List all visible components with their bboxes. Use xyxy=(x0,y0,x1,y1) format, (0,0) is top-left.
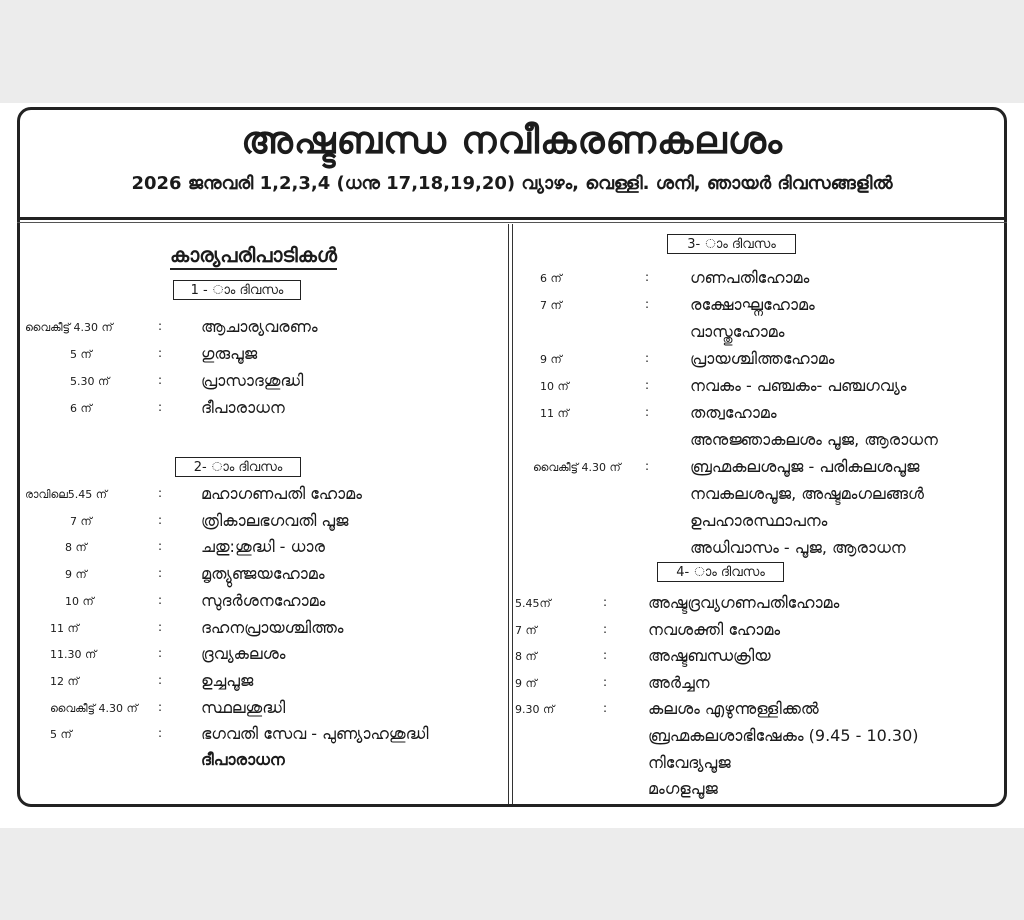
event-name: വാസ്തുഹോമം xyxy=(690,322,785,341)
event-name: സ്ഥലശുദ്ധി xyxy=(201,697,286,717)
event-name: ബ്രഹ്മകലശാഭിഷേകം (9.45 - 10.30) xyxy=(648,726,919,745)
event-name: കലശം എഴുന്നുള്ളിക്കൽ xyxy=(648,699,819,719)
separator: : xyxy=(158,672,163,687)
page-subtitle: 2026 ജനുവരി 1,2,3,4 (ധനു 17,18,19,20) വ്യാഴം, വെള്ളി. ശനി, ഞായർ ദിവസങ്ങളിൽ xyxy=(131,173,893,194)
event-name: ദീപാരാധന xyxy=(201,398,285,417)
event-time: രാവിലെ5.45 ന് xyxy=(25,488,107,501)
event-name: നവശക്തി ഹോമം xyxy=(648,619,781,639)
header-divider-thin xyxy=(17,222,1007,223)
event-name: നവകം - പഞ്ചകം- പഞ്ചഗവ്യം xyxy=(690,376,907,395)
event-name: ഉച്ചപൂജ xyxy=(201,670,254,690)
separator: : xyxy=(158,373,163,387)
event-time: 5.45ന് xyxy=(515,597,551,610)
event-name: മംഗളപൂജ xyxy=(648,779,718,799)
separator: : xyxy=(158,512,163,527)
event-name: ഭഗവതി സേവ - പുണ്യാഹശുദ്ധി xyxy=(201,724,429,744)
event-time: 9 ന് xyxy=(65,568,87,582)
event-name: പ്രാസാദശുദ്ധി xyxy=(201,371,304,390)
event-name: ദ്രവ്യകലശം xyxy=(201,644,286,664)
event-time: 8 ന് xyxy=(515,650,537,664)
day4-label: 4- ാം ദിവസം xyxy=(657,562,784,582)
separator: : xyxy=(158,699,163,714)
event-time: 9 ന് xyxy=(540,353,562,366)
separator: : xyxy=(645,378,650,392)
event-time: 11 ന് xyxy=(540,407,569,420)
event-name: ഉപഹാരസ്ഥാപനം xyxy=(690,511,828,530)
separator: : xyxy=(158,346,163,360)
separator: : xyxy=(158,486,163,500)
event-name: അനുജ്ഞാകലശം പൂജ, ആരാധന xyxy=(690,430,938,449)
separator: : xyxy=(158,726,163,741)
event-name: അഷ്ടബന്ധക്രിയ xyxy=(648,646,771,666)
event-time: 8 ന് xyxy=(65,541,87,555)
separator: : xyxy=(603,621,608,636)
event-time: 10 ന് xyxy=(540,380,569,393)
event-time: 6 ന് xyxy=(70,402,92,415)
event-name: ഗണപതിഹോമം xyxy=(690,268,810,287)
event-name: രക്ഷോഘ്നഹോമം xyxy=(690,295,815,314)
event-name: മഹാഗണപതി ഹോമം xyxy=(201,484,362,503)
event-time: 11 ന് xyxy=(50,621,79,635)
separator: : xyxy=(158,619,163,634)
event-name: ചതു:ശുദ്ധി - ധാര xyxy=(201,537,325,557)
programme-heading: കാര്യപരിപാടികൾ xyxy=(170,243,337,270)
event-time: 7 ന് xyxy=(70,514,92,528)
notice-sheet xyxy=(0,103,1024,828)
separator: : xyxy=(645,270,650,284)
day1-label: 1 - ാം ദിവസം xyxy=(173,280,301,300)
event-time: 12 ന് xyxy=(50,674,79,688)
separator: : xyxy=(603,595,608,609)
event-name: നിവേദ്യപൂജ xyxy=(648,752,731,772)
event-name: ദഹനപ്രായശ്ചിത്തം xyxy=(201,617,344,637)
event-time: 6 ന് xyxy=(540,272,562,285)
event-time: 7 ന് xyxy=(540,299,562,312)
column-divider xyxy=(508,224,513,804)
event-name: മൃത്യുഞ്ജയഹോമം xyxy=(201,564,325,584)
separator: : xyxy=(158,592,163,607)
page-title: അഷ്ടബന്ധ നവീകരണകലശം xyxy=(241,118,783,162)
event-name: അധിവാസം - പൂജ, ആരാധന xyxy=(690,538,906,557)
event-time: വൈകീട്ട് 4.30 ന് xyxy=(25,321,113,334)
separator: : xyxy=(645,459,650,473)
event-time: വൈകീട്ട് 4.30 ന് xyxy=(533,461,621,474)
event-time: 7 ന് xyxy=(515,623,537,637)
event-time: 9 ന് xyxy=(515,676,537,690)
event-time: 5 ന് xyxy=(50,728,72,742)
separator: : xyxy=(158,400,163,414)
separator: : xyxy=(158,539,163,554)
event-name: അഷ്ടദ്രവ്യഗണപതിഹോമം xyxy=(648,593,840,612)
separator: : xyxy=(645,297,650,311)
separator: : xyxy=(645,405,650,419)
event-name: ബ്രഹ്മകലശപൂജ - പരികലശപൂജ xyxy=(690,457,920,476)
event-name: ഗുരുപൂജ xyxy=(201,344,258,363)
event-name: നവകലശപൂജ, അഷ്ടമംഗലങ്ങൾ xyxy=(690,484,924,503)
event-name: സുദർശനഹോമം xyxy=(201,590,326,610)
event-name: തത്വഹോമം xyxy=(690,403,777,422)
event-time: 10 ന് xyxy=(65,594,94,608)
day3-label: 3- ാം ദിവസം xyxy=(667,234,796,254)
event-name: അർച്ചന xyxy=(648,672,710,692)
separator: : xyxy=(158,646,163,661)
header-divider xyxy=(17,217,1007,220)
event-time: 5.30 ന് xyxy=(70,375,110,388)
separator: : xyxy=(158,566,163,581)
event-name: പ്രായശ്ചിത്തഹോമം xyxy=(690,349,835,368)
event-time: വൈകീട്ട് 4.30 ന് xyxy=(50,701,138,715)
event-time: 11.30 ന് xyxy=(50,648,97,662)
event-name: ത്രികാലഭഗവതി പൂജ xyxy=(201,510,349,530)
event-time: 9.30 ന് xyxy=(515,703,555,717)
event-name: ആചാര്യവരണം xyxy=(201,317,318,336)
event-name: ദീപാരാധന xyxy=(201,750,285,769)
separator: : xyxy=(645,351,650,365)
separator: : xyxy=(603,648,608,663)
event-time: 5 ന് xyxy=(70,348,92,361)
schedule-row xyxy=(0,751,508,773)
day2-label: 2- ാം ദിവസം xyxy=(175,457,301,477)
separator: : xyxy=(158,319,163,333)
separator: : xyxy=(603,701,608,716)
separator: : xyxy=(603,674,608,689)
